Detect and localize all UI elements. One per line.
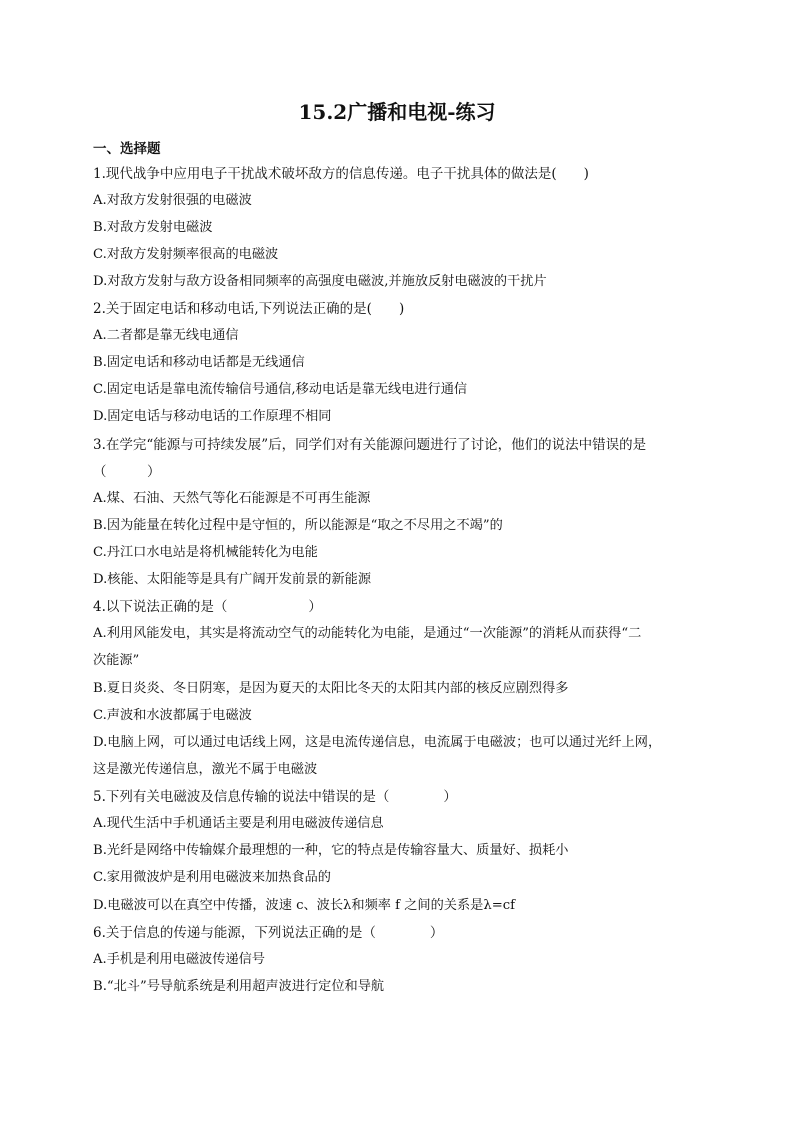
question-6: 6.关于信息的传递与能源，下列说法正确的是（ ） xyxy=(93,925,444,941)
question-3: 3.在学完“能源与可持续发展”后，同学们对有关能源问题进行了讨论，他们的说法中错误的是 xyxy=(93,437,647,453)
question-2: 2.关于固定电话和移动电话,下列说法正确的是( ) xyxy=(93,301,405,317)
question-2-option-d: D.固定电话与移动电话的工作原理不相同 xyxy=(93,409,332,424)
question-5-option-c: C.家用微波炉是利用电磁波来加热食品的 xyxy=(93,870,331,885)
question-2-option-c: C.固定电话是靠电流传输信号通信,移动电话是靠无线电进行通信 xyxy=(93,382,468,397)
question-4-option-a-continued: 次能源” xyxy=(93,653,140,668)
section-heading: 一、选择题 xyxy=(93,141,161,157)
question-3-option-a: A.煤、石油、天然气等化石能源是不可再生能源 xyxy=(93,491,371,506)
question-3-option-d: D.核能、太阳能等是具有广阔开发前景的新能源 xyxy=(93,572,372,587)
question-4: 4.以下说法正确的是（ ） xyxy=(93,599,322,615)
question-5-option-b: B.光纤是网络中传输媒介最理想的一种，它的特点是传输容量大、质量好、损耗小 xyxy=(93,843,569,858)
question-2-option-b: B.固定电话和移动电话都是无线通信 xyxy=(93,355,305,370)
question-4-option-d-continued: 这是激光传递信息，激光不属于电磁波 xyxy=(93,762,318,777)
question-2-option-a: A.二者都是靠无线电通信 xyxy=(93,328,239,343)
question-4-option-c: C.声波和水波都属于电磁波 xyxy=(93,708,252,723)
question-4-option-b: B.夏日炎炎、冬日阴寒，是因为夏天的太阳比冬天的太阳其内部的核反应剧烈得多 xyxy=(93,681,569,696)
question-5: 5.下列有关电磁波及信息传输的说法中错误的是（ ） xyxy=(93,789,457,805)
question-3-option-b: B.因为能量在转化过程中是守恒的，所以能源是“取之不尽用之不竭”的 xyxy=(93,518,503,533)
question-1-option-a: A.对敌方发射很强的电磁波 xyxy=(93,193,252,208)
question-1-option-b: B.对敌方发射电磁波 xyxy=(93,220,213,235)
page-title: 15.2广播和电视-练习 xyxy=(298,100,496,124)
question-6-option-b: B.“北斗”号导航系统是利用超声波进行定位和导航 xyxy=(93,979,385,994)
question-1-option-d: D.对敌方发射与敌方设备相同频率的高强度电磁波,并施放反射电磁波的干扰片 xyxy=(93,274,547,289)
question-5-option-d: D.电磁波可以在真空中传播，波速 c、波长λ和频率 f 之间的关系是λ=cf xyxy=(93,898,516,913)
question-1: 1.现代战争中应用电子干扰战术破坏敌方的信息传递。电子干扰具体的做法是( ) xyxy=(93,166,589,182)
question-1-option-c: C.对敌方发射频率很高的电磁波 xyxy=(93,247,279,262)
question-4-option-d: D.电脑上网，可以通过电话线上网，这是电流传递信息，电流属于电磁波；也可以通过光纤上网， xyxy=(93,735,662,750)
question-3-continued: （ ） xyxy=(93,464,161,480)
question-4-option-a: A.利用风能发电，其实是将流动空气的动能转化为电能，是通过“一次能源”的消耗从而获得“二 xyxy=(93,626,642,641)
question-5-option-a: A.现代生活中手机通话主要是利用电磁波传递信息 xyxy=(93,816,384,831)
question-3-option-c: C.丹江口水电站是将机械能转化为电能 xyxy=(93,545,318,560)
question-6-option-a: A.手机是利用电磁波传递信号 xyxy=(93,952,265,967)
